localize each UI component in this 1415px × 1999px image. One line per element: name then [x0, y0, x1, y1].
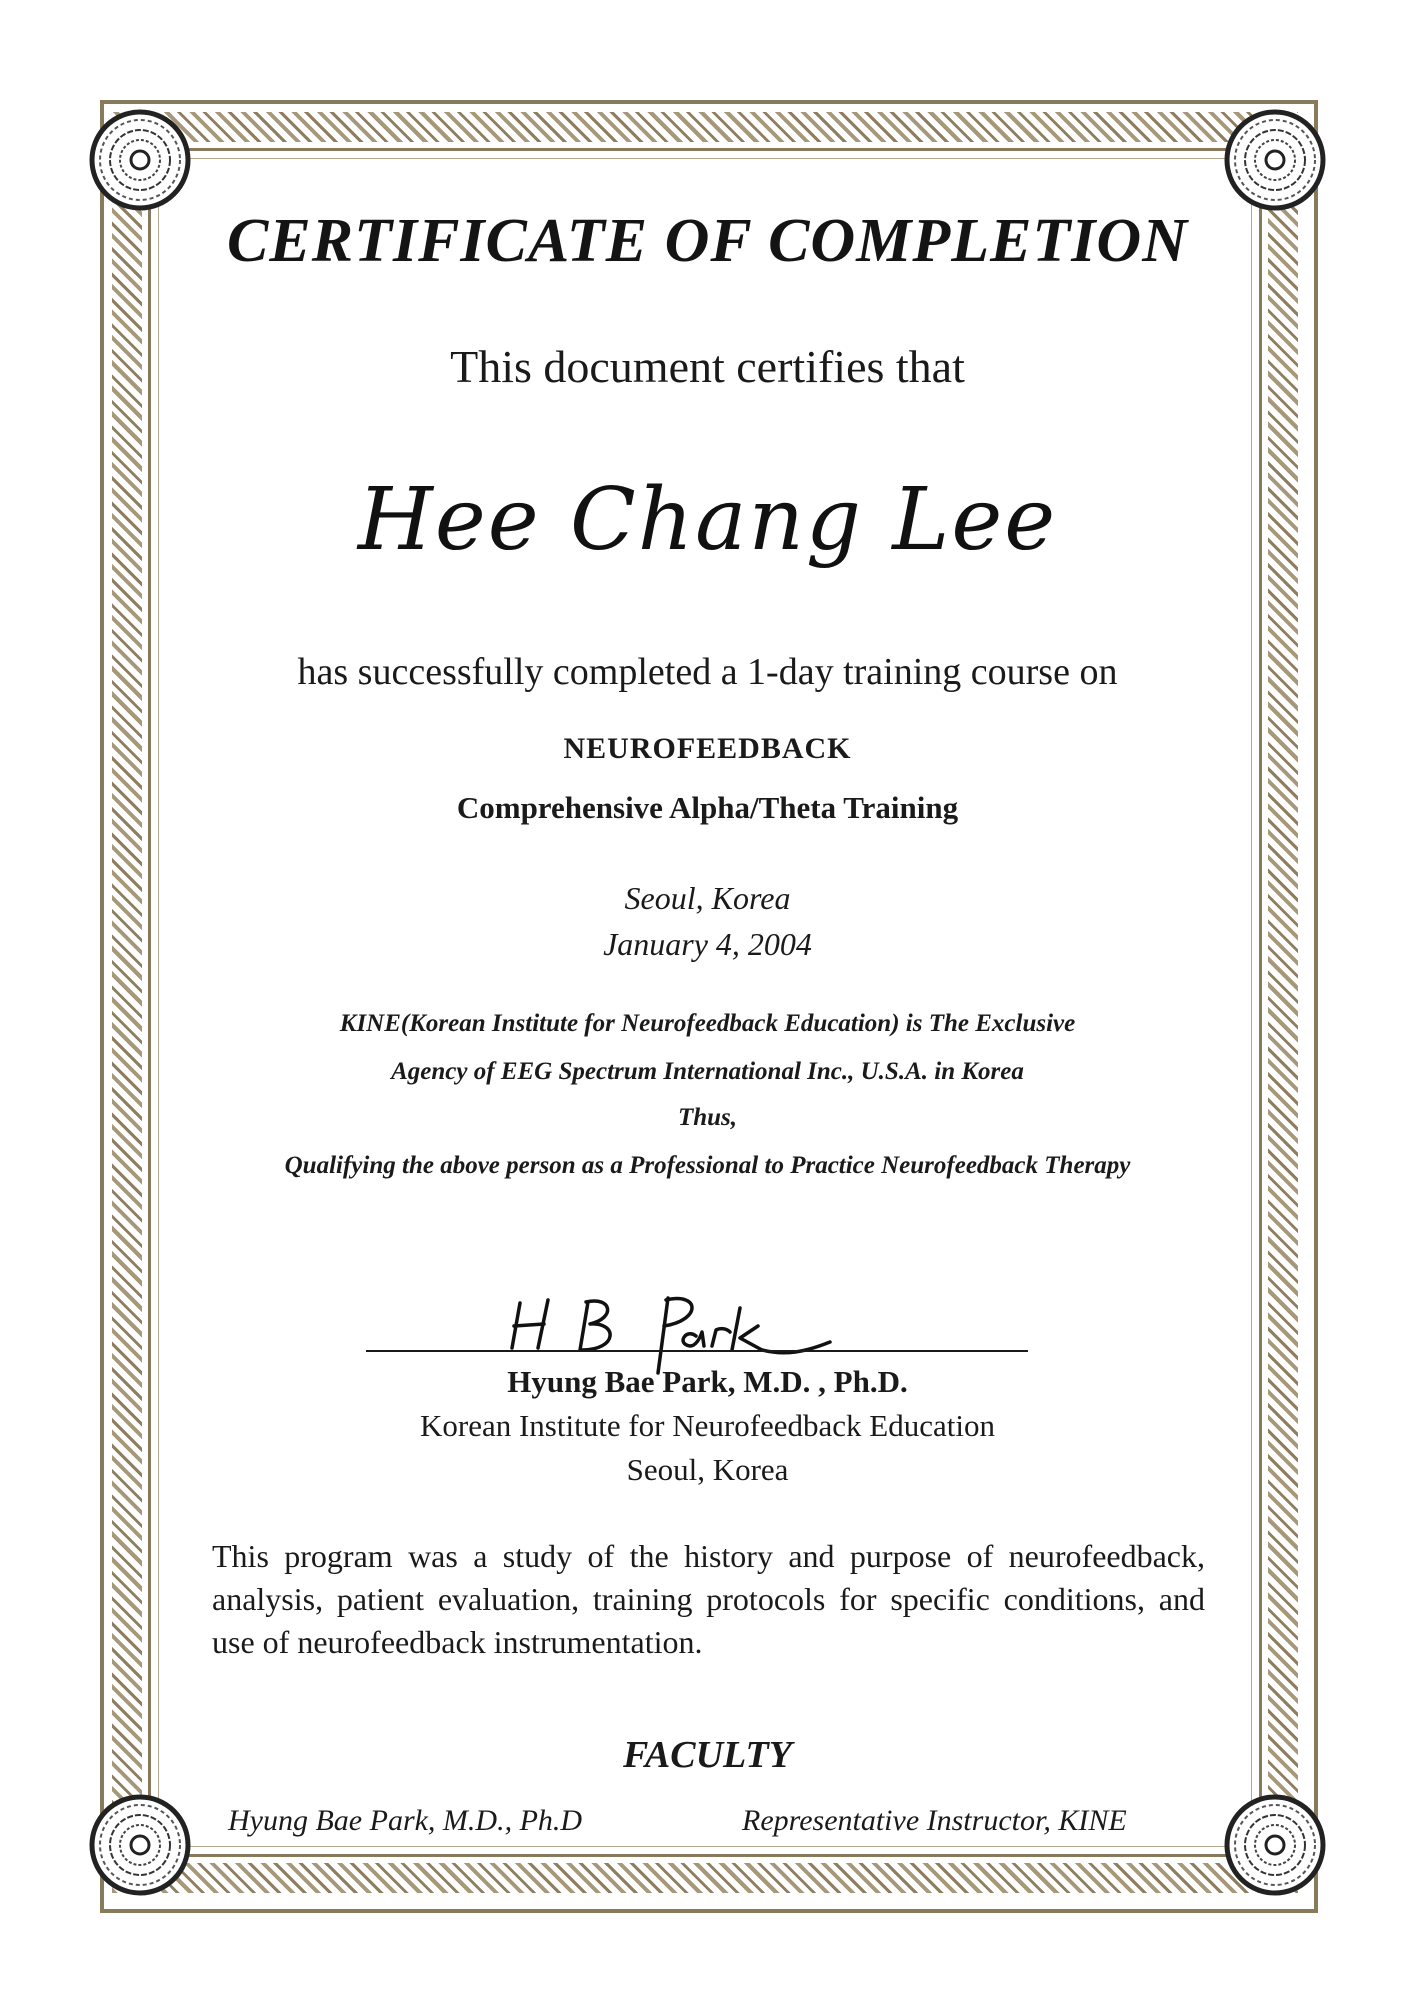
faculty-role: Representative Instructor, KINE: [742, 1804, 1127, 1837]
program-description: This program was a study of the history and purpose of neurofeedback, analysis, patient evaluation, training protocols for specific conditions, and use of neurofeedback instrumentation.: [212, 1538, 1205, 1660]
course-location: Seoul, Korea: [624, 880, 791, 916]
statement-line: Qualifying the above person as a Professional to Practice Neurofeedback Therapy: [284, 1152, 1131, 1179]
statement-line: Agency of EEG Spectrum International Inc., U.S.A. in Korea: [391, 1058, 1024, 1085]
handwritten-signature: [500, 1268, 860, 1378]
signatory-city: Seoul, Korea: [626, 1452, 789, 1487]
completed-text: has successfully completed a 1-day training course on: [297, 651, 1118, 693]
signature-line: [366, 1350, 1028, 1352]
signatory-name: Hyung Bae Park, M.D. , Ph.D.: [507, 1364, 908, 1399]
certifies-text: This document certifies that: [450, 341, 965, 392]
faculty-heading: FACULTY: [623, 1734, 792, 1776]
signatory-organization: Korean Institute for Neurofeedback Education: [420, 1408, 995, 1443]
course-date: January 4, 2004: [603, 926, 812, 962]
statement-line: KINE(Korean Institute for Neurofeedback Education) is The Exclusive: [339, 1010, 1076, 1037]
course-name: Comprehensive Alpha/Theta Training: [456, 790, 959, 825]
statement-line: Thus,: [677, 1104, 738, 1131]
corner-rosette-icon: [1205, 1775, 1345, 1915]
program-name: NEUROFEEDBACK: [563, 732, 852, 765]
recipient-name: Hee Chang Lee: [357, 470, 1058, 570]
faculty-member: Hyung Bae Park, M.D., Ph.D: [228, 1804, 583, 1837]
certificate-title: CERTIFICATE OF COMPLETION: [227, 207, 1188, 275]
corner-rosette-icon: [70, 1775, 210, 1915]
